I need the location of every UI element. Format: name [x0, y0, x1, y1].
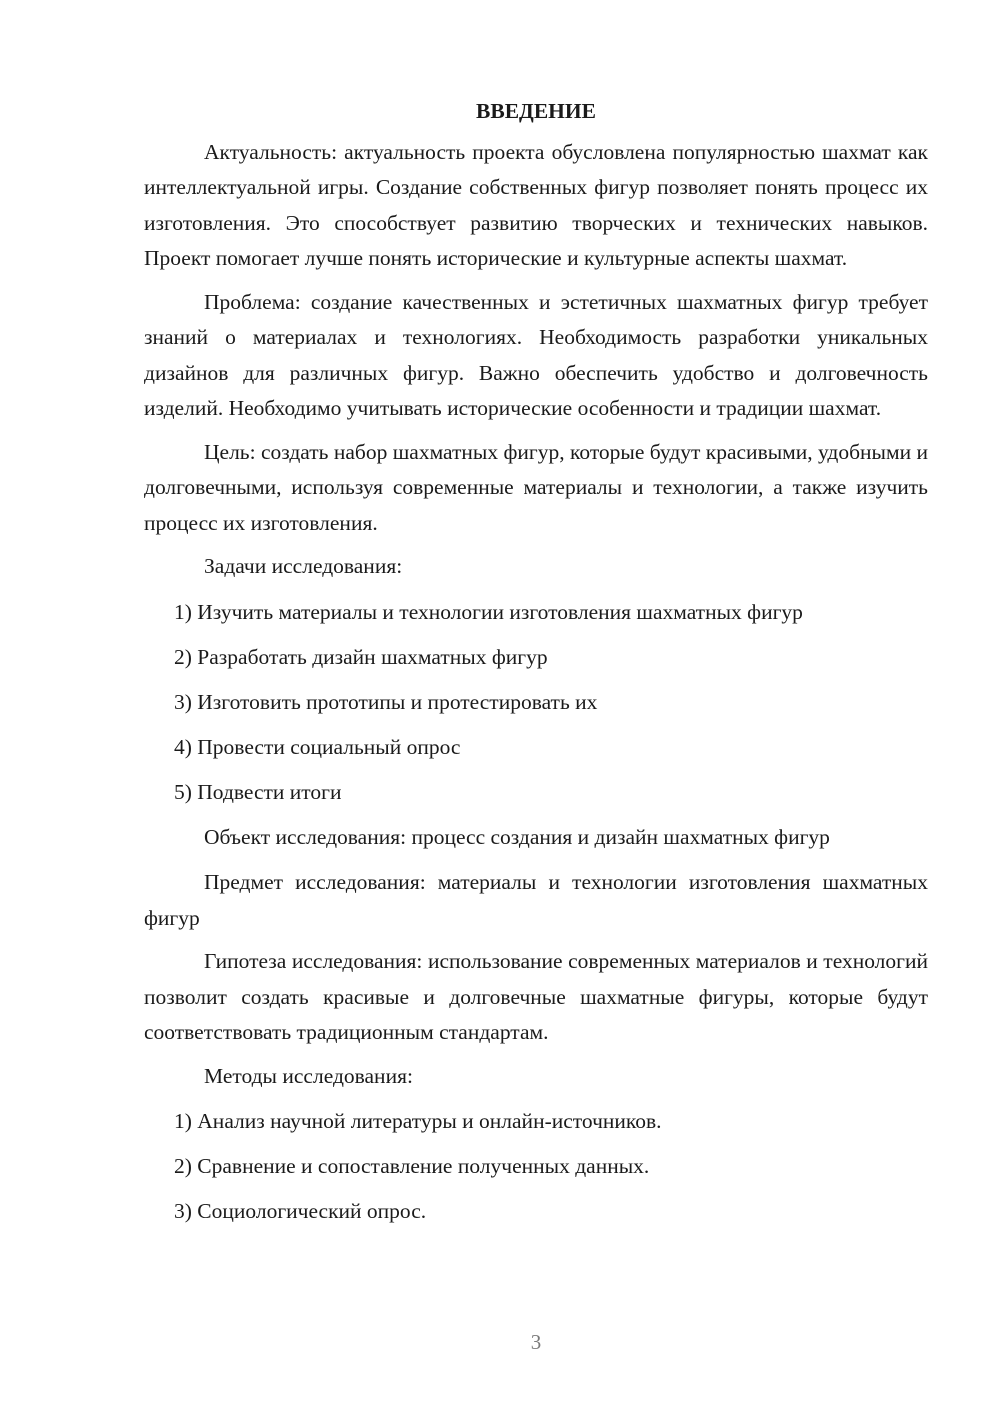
- research-object: Объект исследования: процесс создания и дизайн шахматных фигур: [204, 824, 830, 849]
- paragraph-goal: Цель: создать набор шахматных фигур, которые будут красивыми, удобными и долговечными, используя современные материалы и технологии, а также изучить процесс их изготовления.: [144, 439, 928, 535]
- list-item: 4) Провести социальный опрос: [174, 734, 461, 759]
- research-hypothesis: Гипотеза исследования: использование современных материалов и технологий позволит создать красивые и долговечные шахматные фигуры, которые будут соответствовать традиционным стандартам.: [144, 949, 928, 1044]
- research-subject: Предмет исследования: материалы и технологии изготовления шахматных фигур: [144, 870, 928, 930]
- list-item: 3) Социологический опрос.: [174, 1199, 427, 1223]
- list-item: 2) Сравнение и сопоставление полученных данных.: [174, 1154, 650, 1178]
- page-number: 3: [530, 1330, 542, 1354]
- methods-list: [144, 1104, 928, 1230]
- list-item: 1) Изучить материалы и технологии изготовления шахматных фигур: [174, 599, 803, 624]
- paragraph-problem: Проблема: создание качественных и эстетичных шахматных фигур требует знаний о материалах и технологиях. Необходимость разработки уникальных дизайнов для различных фигур. Важно обеспечить удобство и долговечность изделий. Необходимо учитывать исторические особенности и традиции шахмат.: [144, 289, 928, 420]
- list-item: 2) Разработать дизайн шахматных фигур: [174, 644, 548, 669]
- list-item: 1) Анализ научной литературы и онлайн-источников.: [174, 1109, 662, 1133]
- methods-title: Методы исследования:: [204, 1063, 413, 1088]
- page-content: [144, 94, 928, 1239]
- list-item: 5) Подвести итоги: [174, 779, 342, 804]
- list-item: 3) Изготовить прототипы и протестировать их: [174, 689, 598, 714]
- paragraph-relevance: Актуальность: актуальность проекта обусловлена популярностью шахмат как интеллектуальной игры. Создание собственных фигур позволяет понять процесс их изготовления. Это способствует развитию творческих и технических навыков. Проект помогает лучше понять исторические и культурные аспекты шахмат.: [144, 139, 928, 270]
- tasks-title: Задачи исследования:: [204, 554, 403, 578]
- section-heading: ВВЕДЕНИЕ: [476, 99, 596, 123]
- tasks-list: [144, 595, 928, 811]
